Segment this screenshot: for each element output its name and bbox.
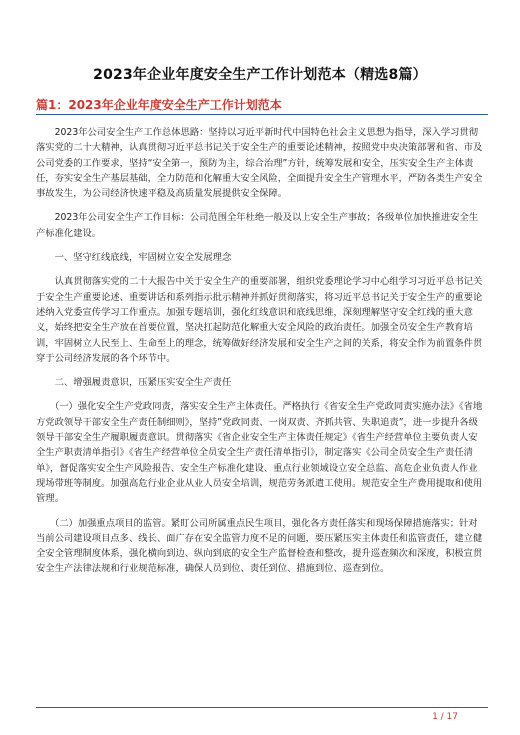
section-heading: 篇1：2023年企业年度安全生产工作计划范本 bbox=[36, 98, 282, 112]
paragraph-party-government: （一）强化安全生产党政同责，落实安全生产主体责任。严格执行《省安全生产党政同责实施办法》《省地方党政领导干部安全生产责任制细则》，坚持”党政同责、一岗双责、齐抓共管、失职追责”，进一步提升各级领导干部安全生产履职履责意识。贯彻落实《省企业安全生产主体责任规定》《省生产经营单位主要负责人安全生产职责清单指引》《省生产经营单位全员安全生产责任清单指引》，制定落实《公司全员安全生产责任清单》，督促落实安全生产风险报告、安全生产标准化建设、重点行业领域设立安全总监、高危企业负责人作业现场带班等制度。加强高危行业企业从业人员安全培训，规范劳务派遣工使用。规范安全生产费用提取和使用管理。 bbox=[36, 401, 483, 505]
heading-divider bbox=[36, 114, 488, 115]
document-body bbox=[36, 125, 484, 586]
document-title: 2023年企业年度安全生产工作计划范本（精选8篇） bbox=[93, 67, 427, 83]
subheading-responsibility: 二、增强履责意识，压紧压实安全生产责任 bbox=[36, 377, 232, 389]
paragraph-work-goal: 2023年公司安全生产工作目标：公司范围全年杜绝一般及以上安全生产事故；各级单位加快推进安全生产标准化建设。 bbox=[36, 212, 479, 239]
footer-divider bbox=[36, 707, 488, 708]
paragraph-key-projects: （二）加强重点项目的监管。紧盯公司所属重点民生项目，强化各方责任落实和现场保障措施落实；针对当前公司建设项目点多、线长、面广存在安全监管力度不足的问题，要压紧压实主体责任和监管责任，建立健全安全管理制度体系，强化横向到边、纵向到底的安全生产监督检查和整改，提升巡查频次和深度，积极宣贯安全生产法律法规和行业规范标准，确保人员到位、责任到位、措施到位、巡查到位。 bbox=[36, 517, 483, 575]
page-number: 1 / 17 bbox=[432, 712, 458, 722]
paragraph-overall-approach: 2023年公司安全生产工作总体思路：坚持以习近平新时代中国特色社会主义思想为指导，深入学习贯彻落实党的二十大精神，认真贯彻习近平总书记关于安全生产的重要论述精神，按照党中央决策部署和省、市及公司党委的工作要求，坚持“安全第一，预防为主，综合治理”方针，统筹发展和安全，压实安全生产主体责任，夯实安全生产基层基础，全力防范和化解重大安全风险，全面提升安全生产管理水平，严防各类生产安全事故发生，为公司经济快速平稳及高质量发展提供安全保障。 bbox=[36, 127, 483, 200]
subheading-red-line: 一、坚守红线底线，牢固树立安全发展理念 bbox=[36, 252, 232, 264]
paragraph-red-line: 认真贯彻落实党的二十大报告中关于安全生产的重要部署，组织党委理论学习中心组学习习近平总书记关于安全生产重要论述、重要讲话和系列指示批示精神并抓好贯彻落实，将习近平总书记关于安全生产的重要论述纳入党委宣传学习工作重点。加强专题培训，强化红线意识和底线思维，深刻理解坚守安全红线的重大意义，始终把安全生产放在首要位置，坚决扛起防范化解重大安全风险的政治责任。加强全员安全生产教育培训，牢固树立人民至上、生命至上的理念，统筹做好经济发展和安全生产之间的关系，将安全作为前置条件贯穿于公司经济发展的各个环节中。 bbox=[36, 276, 483, 364]
